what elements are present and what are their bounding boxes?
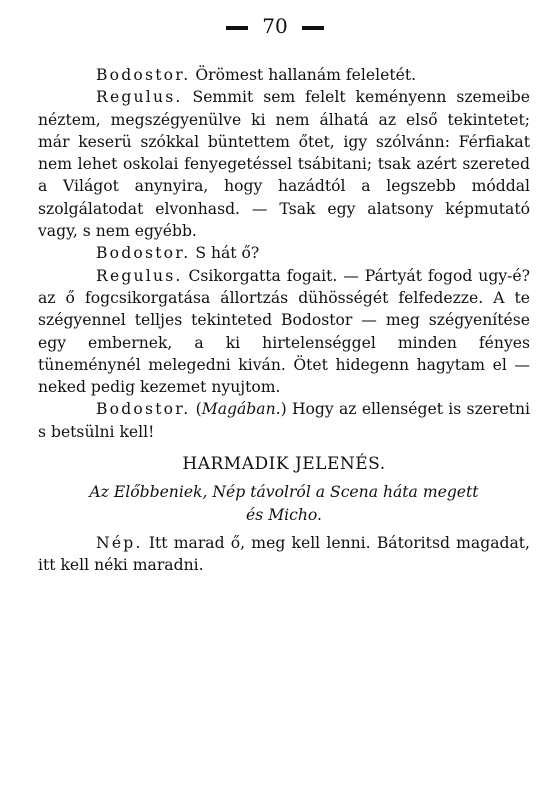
speech-bodostor-3 xyxy=(38,398,530,443)
speech-text: Itt marad ő, meg kell lenni. Bátoritsd magadat, itt kell néki maradni. xyxy=(38,533,530,575)
stage-direction-line-2: és Micho. xyxy=(246,505,322,524)
speech-text: S hát ő? xyxy=(190,244,260,263)
speech-text: Csikorgatta fogait. — Pártyát fogod ugy-é? az ő fogcsikorgatása állortzás dühösségét felfedezze. A te szégyennel telljes tekinteted Bodostor — meg szégyenítése egy embernek, a ki hirtelenséggel minden fényes tüneménynél melegedni kiván. Ötet hidegenn hagytam el — neked pedig kezemet nyujtom. xyxy=(38,266,530,397)
page-body xyxy=(38,64,530,577)
scene-heading: HARMADIK JELENÉS. xyxy=(182,454,386,475)
speaker-name: Nép. xyxy=(96,533,143,552)
speech-nep xyxy=(38,532,530,577)
header-left-ornament xyxy=(226,26,248,30)
speaker-name: Bodostor. xyxy=(96,400,191,419)
page-number: 70 xyxy=(262,14,288,38)
speech-regulus-2 xyxy=(38,265,530,399)
speaker-name: Regulus. xyxy=(96,88,183,107)
speech-text-prefix: ( xyxy=(190,400,202,419)
header-right-ornament xyxy=(302,26,324,30)
speech-text: Semmit sem felelt keményenn szemeibe néztem, megszégyenülve ki nem álhatá az első tekintetet; már keserü szókkal büntettem őtet, igy szólvánn: Férfiakat nem lehet oskolai fenyegetéssel tsábitani; tsak azért szereted a Világot anynyira, hogy hazádtól a legszebb móddal szolgálatodat elvonhasd. — Tsak egy alatsony képmutató vagy, s nem egyébb. xyxy=(38,88,530,241)
speech-bodostor-1 xyxy=(38,64,530,86)
speech-text: Örömest hallanám feleletét. xyxy=(190,66,417,84)
speaker-name: Regulus. xyxy=(96,266,183,285)
speech-bodostor-2 xyxy=(38,242,530,264)
speaker-name: Bodostor. xyxy=(96,66,191,84)
speaker-name: Bodostor. xyxy=(96,244,191,263)
speech-text: ) Hogy az ellenséget is szeretni s betsülni kell! xyxy=(38,400,530,441)
stage-aside: Magában. xyxy=(201,400,281,419)
speech-regulus-1 xyxy=(38,86,530,242)
stage-direction-line-1: Az Előbbeniek, Nép távolról a Scena háta megett xyxy=(89,483,479,502)
stage-direction xyxy=(38,481,530,526)
page-header xyxy=(0,14,550,38)
